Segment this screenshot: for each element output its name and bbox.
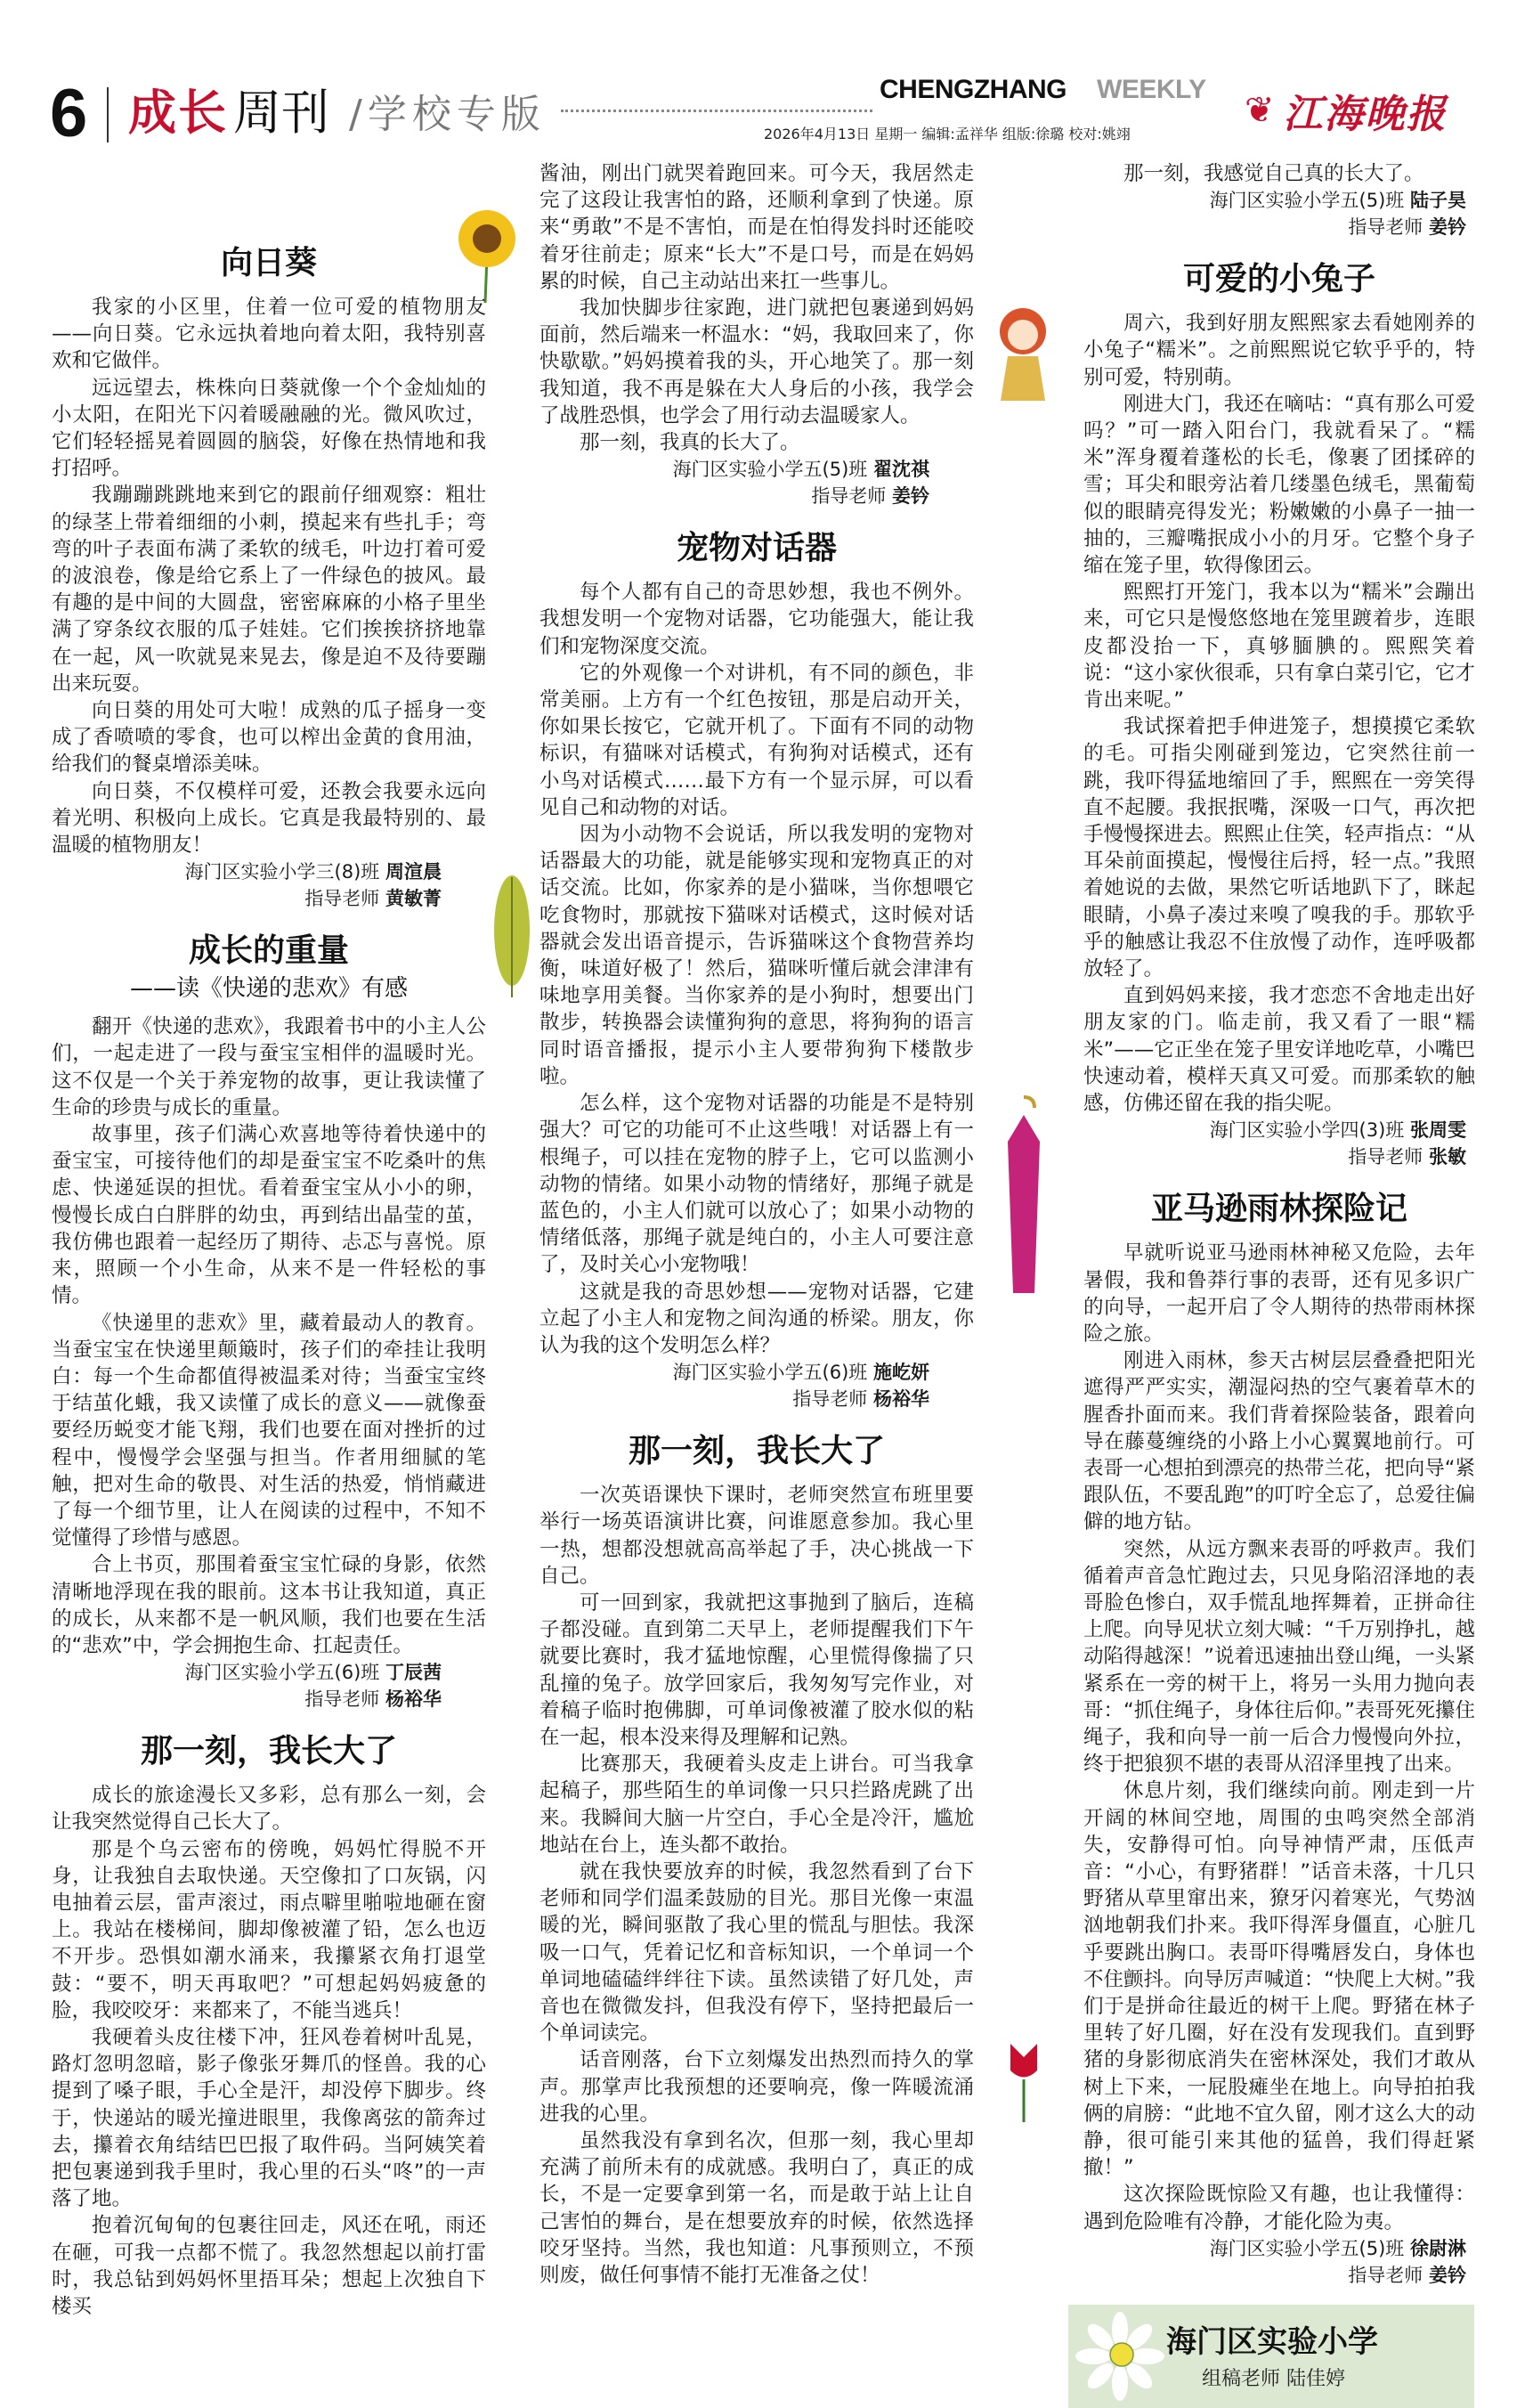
paragraph: 那一刻，我感觉自己真的长大了。 [1123, 162, 1424, 185]
section-subtitle: /学校专版 [349, 92, 546, 137]
newspaper-logo [1245, 82, 1448, 139]
paragraph: 远远望去，株株向日葵就像一个个金灿灿的小太阳，在阳光下闪着暖融融的光。微风吹过，它们轻轻摇晃着圆圆的脑袋，好像在热情地和我打招呼。 [52, 376, 486, 481]
article-subtitle: ——读《快递的悲欢》有感 [129, 975, 408, 1003]
paragraph: 翻开《快递的悲欢》，我跟着书中的小主人公们，一起走进了一段与蚕宝宝相伴的温暖时光。这不仅是一个关于养宠物的故事，更让我读懂了生命的珍贵与成长的重量。 [52, 1015, 486, 1119]
bird-logo-icon: ❦ [1245, 90, 1275, 131]
paragraph: 这就是我的奇思妙想——宠物对话器，它建立起了小主人和宠物之间沟通的桥梁。朋友，你认为我的这个发明怎么样？ [539, 1280, 974, 1357]
paragraph: 我硬着头皮往楼下冲，狂风卷着树叶乱晃，路灯忽明忽暗，影子像张牙舞爪的怪兽。我的心提到了嗓子眼，手心全是汗，却没停下脚步。终于，快递站的暖光撞进眼里，我像离弦的箭奔过去，攥着衣角结结巴巴报了取件码。当阿姨笑着把包裹递到我手里时，我心里的石头“咚”的一声落了地。 [52, 2025, 486, 2211]
paragraph: 我蹦蹦跳跳地来到它的跟前仔细观察：粗壮的绿茎上带着细细的小刺，摸起来有些扎手；弯弯的叶子表面布满了柔软的绒毛，叶边打着可爱的波浪卷，像是给它系上了一件绿色的披风。最有趣的是中间的大圆盘，密密麻麻的小格子里坐满了穿条纹衣服的瓜子娃娃。它们挨挨挤挤地靠在一起，风一吹就晃来晃去，像是迫不及待要蹦出来玩耍。 [52, 484, 486, 696]
article-moment-2 [539, 1428, 974, 2289]
tulip-icon [997, 2035, 1050, 2124]
paragraph: 合上书页，那围着蚕宝宝忙碌的身影，依然清晰地浮现在我的眼前。这本书让我知道，真正的成长，从来都不是一帆风顺，我们也要在生活的“悲欢”中，学会拥抱生命、扛起责任。 [52, 1553, 486, 1657]
umbrella-icon [999, 1088, 1048, 1311]
byline: 海门区实验小学四(3)班 张周雯 指导老师 张敏 [1209, 1119, 1466, 1168]
paragraph: 我家的小区里，住着一位可爱的植物朋友——向日葵。它永远执着地向着太阳，我特别喜欢和它做伴。 [52, 296, 486, 373]
paragraph: 就在我快要放弃的时候，我忽然看到了台下老师和同学们温柔鼓励的目光。那目光像一束温暖的光，瞬间驱散了我心里的慌乱与胆怯。我深吸一口气，凭着记忆和音标知识，一个单词一个单词地磕磕绊绊往下读。虽然读错了好几处，声音也在微微发抖，但我没有停下，坚持把最后一个单词读完。 [539, 1859, 974, 2046]
article-cute-rabbit [1083, 256, 1475, 1170]
paragraph: 刚进大门，我还在嘀咕：“真有那么可爱吗？”可一踏入阳台门，我就看呆了。“糯米”浑身覆着蓬松的长毛，像裹了团揉碎的雪；耳尖和眼旁沾着几缕墨色绒毛，黑葡萄似的眼睛亮得发光；粉嫩嫩的小鼻子一抽一抽的，三瓣嘴抿成小小的月牙。它整个身子缩在笼子里，软得像团云。 [1083, 392, 1475, 578]
article-moment-1 [52, 1729, 486, 2320]
article-title: 那一刻，我长大了 [628, 1433, 885, 1470]
header-dotted-rule [561, 110, 872, 112]
paragraph: 休息片刻，我们继续向前。刚走到一片开阔的林间空地，周围的虫鸣突然全部消失，安静得可怕。向导神情严肃，压低声音：“小心，有野猪群！”话音未落，十几只野猪从草里窜出来，獠牙闪着寒光，气势汹汹地朝我们扑来。我吓得浑身僵直，心脏几乎要跳出胸口。表哥吓得嘴唇发白，身体也不住颤抖。向导厉声喊道：“快爬上大树。”我们于是拼命往最近的树干上爬。野猪在林子里转了好几圈，好在没有发现我们。直到野猪的身影彻底消失在密林深处，我们才敢从树上下来，一屁股瘫坐在地上。向导拍拍我俩的肩膀：“此地不宜久留，刚才这么大的动静，很可能引来其他的猛兽，我们得赶紧撤！” [1083, 1779, 1475, 2180]
byline: 海门区实验小学五(6)班 丁辰茜 指导老师 杨裕华 [184, 1662, 442, 1711]
page-number: 6 [50, 76, 88, 151]
paragraph: 那一刻，我真的长大了。 [580, 431, 800, 455]
paragraph: 故事里，孩子们满心欢喜地等待着快递中的蚕宝宝，可接待他们的却是蚕宝宝不吃桑叶的焦虑、快递延误的担忧。看着蚕宝宝从小小的卵，慢慢长成白白胖胖的幼虫，再到结出晶莹的茧，我仿佛也跟着一起经历了期待、忐忑与喜悦。原来，照顾一个小生命，从来不是一件轻松的事情。 [52, 1123, 486, 1308]
section-title-red: 成长 [128, 85, 228, 141]
paragraph: 向日葵的用处可大啦！成熟的瓜子摇身一变成了香喷喷的零食，也可以榨出金黄的食用油，给我们的餐桌增添美味。 [52, 699, 486, 777]
article-moment-1-continued [539, 160, 974, 509]
paragraph: 因为小动物不会说话，所以我发明的宠物对话器最大的功能，就是能够实现和宠物真正的对话交流。比如，你家养的是小猫咪，当你想喂它吃食物时，那就按下猫咪对话模式，这时候对话器就会发出语音提示，告诉猫咪这个食物营养均衡，味道好极了！然后，猫咪听懂后就会津津有味地享用美餐。当你家养的是小狗时，想要出门散步，转换器会读懂狗狗的意思，将狗狗的语言同时语音播报，提示小主人要带狗狗下楼散步啦。 [539, 823, 974, 1088]
byline: 海门区实验小学三(8)班 周渲晨 指导老师 黄敏菁 [184, 861, 442, 910]
logo-text: 江海晚报 [1283, 92, 1448, 137]
banner-editor: 组稿老师 陆佳婷 [1202, 2367, 1345, 2390]
paragraph: 可一回到家，我就把这事抛到了脑后，连稿子都没碰。直到第二天早上，老师提醒我们下午就要比赛时，我才猛地惊醒，心里慌得像揣了只乱撞的兔子。放学回家后，我匆匆写完作业，对着稿子临时抱佛脚，可单词像被灌了胶水似的粘在一起，根本没来得及理解和记熟。 [539, 1590, 974, 1749]
paragraph: 突然，从远方飘来表哥的呼救声。我们循着声音急忙跑过去，只见身陷沼泽地的表哥脸色惨白，双手慌乱地挥舞着，正拼命往上爬。向导见状立刻大喊：“千万别挣扎，越动陷得越深！”说着迅速抽出登山绳，一头紧紧系在一旁的树干上，将另一头用力抛向表哥：“抓住绳子，身体往后仰。”表哥死死攥住绳子，我和向导一前一后合力慢慢向外拉，终于把狼狈不堪的表哥从沼泽里拽了出来。 [1083, 1537, 1475, 1777]
paragraph: 直到妈妈来接，我才恋恋不舍地走出好朋友家的门。临走前，我又看了一眼“糯米”——它正坐在笼子里安详地吃草，小嘴巴快速动着，模样天真又可爱。而那柔软的触感，仿佛还留在我的指尖呢。 [1083, 984, 1475, 1116]
paragraph: 这次探险既惊险又有趣，也让我懂得：遇到危险唯有冷静，才能化险为夷。 [1083, 2183, 1475, 2233]
article-weight-of-growth [52, 928, 486, 1712]
article-title: 那一刻，我长大了 [140, 1733, 397, 1770]
article-moment-2-continued [1083, 160, 1475, 240]
daisy-icon [1075, 2312, 1164, 2404]
banner-school-name: 海门区实验小学 [1166, 2323, 1378, 2360]
section-title-black: 周刊 [233, 85, 329, 141]
paragraph: 一次英语课快下课时，老师突然宣布班里要举行一场英语演讲比赛，问谁愿意参加。我心里一热，想都没想就高高举起了手，决心挑战一下自己。 [539, 1484, 974, 1588]
column-3 [1083, 160, 1475, 2390]
article-title: 宠物对话器 [676, 530, 837, 567]
paragraph: 怎么样，这个宠物对话器的功能是不是特别强大？可它的功能可不止这些哦！对话器上有一根绳子，可以挂在宠物的脖子上，它可以监测小动物的情绪。如果小动物的情绪好，那绳子就是蓝色的，小主人们就可以放心了；如果小动物的情绪低落，那绳子就是纯白的，小主人可要注意了，及时关心小宠物哦！ [539, 1092, 974, 1277]
paragraph: 成长的旅途漫长又多彩，总有那么一刻，会让我突然觉得自己长大了。 [52, 1784, 486, 1834]
byline: 海门区实验小学五(5)班 陆子昊 指导老师 姜钤 [1209, 190, 1466, 239]
article-pet-translator [539, 525, 974, 1412]
paragraph: 熙熙打开笼门，我本以为“糯米”会蹦出来，可它只是慢悠悠地在笼里踱着步，连眼皮都没抬一下，真够腼腆的。熙熙笑着说：“这小家伙很乖，只有拿白菜引它，它才肯出来呢。” [1083, 581, 1475, 712]
article-title: 向日葵 [220, 245, 317, 281]
column-1 [52, 240, 486, 2336]
paragraph: 我加快脚步往家跑，进门就把包裹递到妈妈面前，然后端来一杯温水：“妈，我取回来了，你快歇歇。”妈妈摸着我的头，开心地笑了。那一刻我知道，我不再是躲在大人身后的小孩，我学会了战胜恐惧，也学会了用行动去温暖家人。 [539, 297, 974, 427]
paragraph: 刚进入雨林，参天古树层层叠叠把阳光遮得严严实实，潮湿闷热的空气裹着草木的腥香扑面而来。我们背着探险装备，跟着向导在藤蔓缠绕的小路上小心翼翼地前行。可表哥一心想拍到漂亮的热带兰花，把向导“紧跟队伍，不要乱跑”的叮咛全忘了，总爱往偏僻的地方钻。 [1083, 1349, 1475, 1534]
paragraph: 那是个乌云密布的傍晚，妈妈忙得脱不开身，让我独自去取快递。天空像扣了口灰锅，闪电抽着云层，雷声滚过，雨点噼里啪啦地砸在窗上。我站在楼梯间，脚却像被灌了铅，怎么也迈不开步。恐惧如潮水涌来，我攥紧衣角打退堂鼓：“要不，明天再取吧？”可想起妈妈疲惫的脸，我咬咬牙：来都来了，不能当逃兵！ [52, 1837, 486, 2022]
paragraph: 酱油，刚出门就哭着跑回来。可今天，我居然走完了这段让我害怕的路，还顺利拿到了快递。原来“勇敢”不是不害怕，而是在怕得发抖时还能咬着牙往前走；原来“长大”不是口号，而是在妈妈累的时候，自己主动站出来扛一些事儿。 [539, 162, 974, 293]
column-2 [539, 160, 974, 2305]
leaf-icon [490, 868, 534, 1002]
english-title: CHENGZHANG [880, 75, 1067, 104]
article-amazon-adventure [1083, 1186, 1475, 2289]
article-title: 可爱的小兔子 [1182, 261, 1375, 298]
school-banner [1068, 2305, 1474, 2408]
paragraph: 它的外观像一个对讲机，有不同的颜色，非常美丽。上方有一个红色按钮，那是启动开关，你如果长按它，它就开机了。下面有不同的动物标识，有猫咪对话模式，有狗狗对话模式，还有小鸟对话模式……最下方有一个显示屏，可以看见自己和动物的对话。 [539, 661, 974, 819]
byline: 海门区实验小学五(6)班 施屹妍 指导老师 杨裕华 [672, 1362, 929, 1411]
english-title-weekly: WEEKLY [1097, 75, 1206, 104]
date-editor-line: 2026年4月13日 星期一 编辑:孟祥华 组版:徐璐 校对:姚翊 [764, 126, 1131, 142]
paragraph: 话音刚落，台下立刻爆发出热烈而持久的掌声。那掌声比我预想的还要响亮，像一阵暖流涌进我的心里。 [539, 2048, 974, 2126]
paragraph: 我试探着把手伸进笼子，想摸摸它柔软的毛。可指尖刚碰到笼边，它突然往前一跳，我吓得猛地缩回了手，熙熙在一旁笑得直不起腰。我抿抿嘴，深吸一口气，再次把手慢慢探进去。熙熙止住笑，轻声指点：“从耳朵前面摸起，慢慢往后捋，轻一点。”我照着她说的去做，果然它听话地趴下了，眯起眼睛，小鼻子凑过来嗅了嗅我的手。那软乎乎的触感让我忍不住放慢了动作，连呼吸都放轻了。 [1083, 715, 1475, 981]
girl-illustration-icon [983, 303, 1063, 414]
paragraph: 周六，我到好朋友熙熙家去看她刚养的小兔子“糯米”。之前熙熙说它软乎乎的，特别可爱，特别萌。 [1083, 312, 1475, 389]
paragraph: 虽然我没有拿到名次，但那一刻，我心里却充满了前所未有的成就感。我明白了，真正的成长，不是一定要拿到第一名，而是敢于站上让自己害怕的舞台，是在想要放弃的时候，依然选择咬牙坚持。当然，我也知道：凡事预则立，不预则废，做任何事情不能打无准备之仗！ [539, 2129, 974, 2288]
paragraph: 比赛那天，我硬着头皮走上讲台。可当我拿起稿子，那些陌生的单词像一只只拦路虎跳了出来。我瞬间大脑一片空白，手心全是冷汗，尴尬地站在台上，连头都不敢抬。 [539, 1753, 974, 1857]
byline: 海门区实验小学五(5)班 翟沈祺 指导老师 姜钤 [672, 459, 929, 508]
paragraph: 抱着沉甸甸的包裹往回走，风还在吼，雨还在砸，可我一点都不慌了。我忽然想起以前打雷时，我总钻到妈妈怀里捂耳朵；想起上次独自下楼买 [52, 2214, 486, 2318]
byline: 海门区实验小学五(5)班 徐尉淋 指导老师 姜钤 [1209, 2237, 1466, 2286]
paragraph: 向日葵，不仅模样可爱，还教会我要永远向着光明、积极向上成长。它真是我最特别的、最温暖的植物朋友！ [52, 779, 486, 858]
article-title: 成长的重量 [188, 932, 349, 970]
header-divider [107, 87, 109, 142]
paragraph: 《快递里的悲欢》里，藏着最动人的教育。当蚕宝宝在快递里颠簸时，孩子们的牵挂让我明白：每一个生命都值得被温柔对待；当蚕宝宝终于结茧化蛾，我又读懂了成长的意义——就像蚕要经历蜕变才能飞翔，我们也要在面对挫折的过程中，慢慢学会坚强与担当。作者用细腻的笔触，把对生命的敬畏、对生活的热爱，悄悄藏进了每一个细节里，让人在阅读的过程中，不知不觉懂得了珍惜与感恩。 [52, 1311, 486, 1550]
article-title: 亚马逊雨林探险记 [1150, 1191, 1407, 1228]
paragraph: 早就听说亚马逊雨林神秘又危险，去年暑假，我和鲁莽行事的表哥，还有见多识广的向导，一起开启了令人期待的热带雨林探险之旅。 [1083, 1241, 1475, 1346]
paragraph: 每个人都有自己的奇思妙想，我也不例外。我想发明一个宠物对话器，它功能强大，能让我们和宠物深度交流。 [539, 581, 974, 658]
article-sunflower [52, 240, 486, 912]
